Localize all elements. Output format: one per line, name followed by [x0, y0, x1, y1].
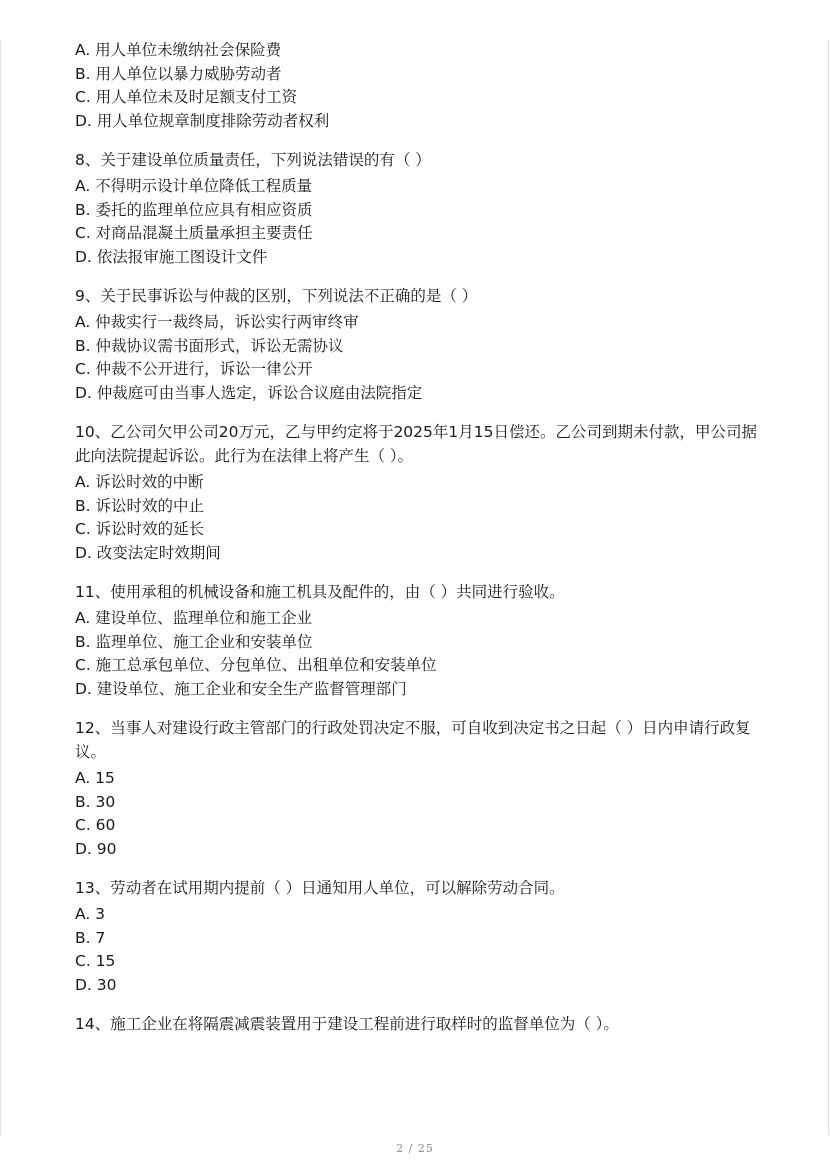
option-a: A. 仲裁实行一裁终局，诉讼实行两审终审	[75, 313, 359, 331]
option-a: A. 建设单位、监理单位和施工企业	[75, 609, 313, 627]
option-a: A. 3	[75, 905, 106, 923]
question-12	[75, 716, 765, 861]
question-title: 9、关于民事诉讼与仲裁的区别，下列说法不正确的是（ ）	[75, 287, 478, 305]
option-c: C. 60	[75, 816, 116, 834]
option-d: D. 依法报审施工图设计文件	[75, 247, 268, 266]
question-title: 10、乙公司欠甲公司20万元，乙与甲约定将于2025年1月15日偿还。乙公司到期未付款，甲公司据此向法院提起诉讼。此行为在法律上将产生（ ）。	[75, 423, 757, 465]
option-b: B. 7	[75, 928, 106, 947]
option-a: A. 15	[75, 769, 115, 787]
option-c: C. 施工总承包单位、分包单位、出租单位和安装单位	[75, 656, 437, 674]
option-d: D. 仲裁庭可由当事人选定，诉讼合议庭由法院指定	[75, 383, 423, 402]
question-13	[75, 876, 765, 997]
option-b: B. 委托的监理单位应具有相应资质	[75, 200, 313, 219]
option-c: C. 用人单位未及时足额支付工资	[75, 88, 298, 106]
question-8	[75, 148, 765, 269]
option-c: C. 15	[75, 952, 116, 970]
option-b: B. 监理单位、施工企业和安装单位	[75, 632, 313, 651]
option-b: B. 仲裁协议需书面形式，诉讼无需协议	[75, 336, 344, 355]
document-content	[75, 39, 765, 1051]
option-b: B. 诉讼时效的中止	[75, 496, 204, 515]
option-c: C. 仲裁不公开进行，诉讼一律公开	[75, 360, 313, 378]
question-14	[75, 1012, 765, 1036]
question-title: 12、当事人对建设行政主管部门的行政处罚决定不服，可自收到决定书之日起（ ）日内申请行政复议。	[75, 719, 751, 761]
question-title: 8、关于建设单位质量责任，下列说法错误的有（ ）	[75, 151, 431, 169]
question-title: 11、使用承租的机械设备和施工机具及配件的，由（ ）共同进行验收。	[75, 583, 565, 601]
question-10	[75, 420, 765, 565]
question-title: 13、劳动者在试用期内提前（ ）日通知用人单位，可以解除劳动合同。	[75, 879, 565, 897]
option-d: D. 用人单位规章制度排除劳动者权利	[75, 111, 330, 130]
option-d: D. 建设单位、施工企业和安全生产监督管理部门	[75, 679, 407, 698]
carryover-options	[75, 39, 765, 133]
question-9	[75, 284, 765, 405]
question-title: 14、施工企业在将隔震减震装置用于建设工程前进行取样时的监督单位为（ ）。	[75, 1015, 619, 1033]
option-c: C. 对商品混凝土质量承担主要责任	[75, 224, 313, 242]
option-a: A. 用人单位未缴纳社会保险费	[75, 41, 282, 59]
question-11	[75, 580, 765, 701]
option-c: C. 诉讼时效的延长	[75, 520, 205, 538]
option-b: B. 用人单位以暴力威胁劳动者	[75, 64, 282, 83]
option-a: A. 不得明示设计单位降低工程质量	[75, 177, 313, 195]
option-d: D. 改变法定时效期间	[75, 543, 221, 562]
option-d: D. 30	[75, 975, 117, 994]
page-number: 2 / 25	[396, 1142, 434, 1155]
option-a: A. 诉讼时效的中断	[75, 473, 204, 491]
option-d: D. 90	[75, 839, 117, 858]
option-b: B. 30	[75, 792, 116, 811]
